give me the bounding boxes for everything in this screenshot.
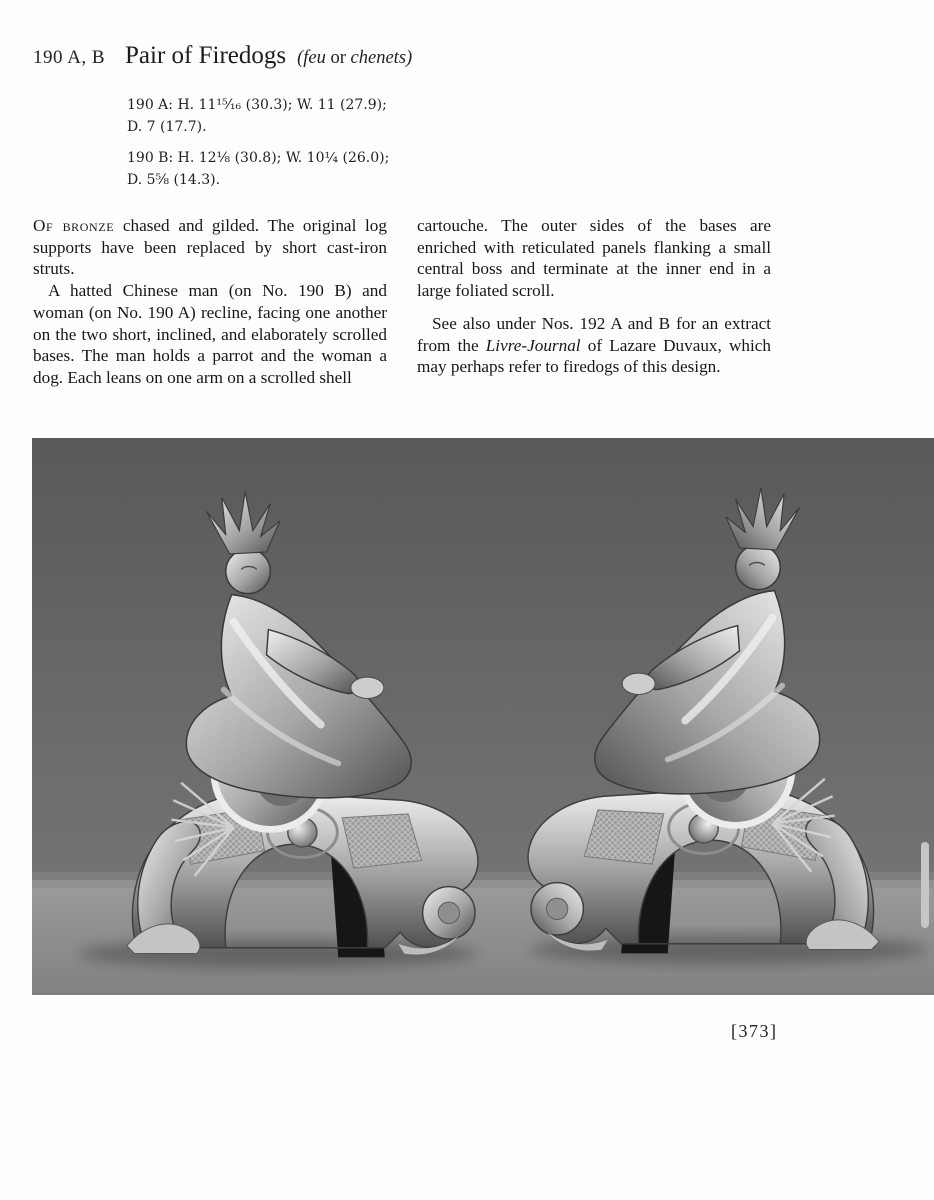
column-right bbox=[417, 215, 771, 389]
measurement-line-a1: 190 A: H. 11¹⁵⁄₁₆ (30.3); W. 11 (27.9); bbox=[127, 97, 387, 113]
paragraph-description-2: A hatted Chinese man (on No. 190 B) and woman (on No. 190 A) recline, facing one another on the two short, inclined, and elaborately scrolled bases. The man holds a parrot and the woman a dog. Each leans on one arm on a scrolled shell bbox=[33, 281, 387, 387]
plate-photo-svg bbox=[32, 438, 934, 995]
title-note-french-2: chenets) bbox=[345, 48, 413, 68]
title-note-french-1: (feu bbox=[297, 48, 331, 68]
lead-smallcaps: Of bronze bbox=[33, 216, 115, 235]
measurements-190a bbox=[127, 94, 389, 138]
entry-header bbox=[33, 42, 412, 70]
see-also-livre-journal: Livre-Journal bbox=[485, 335, 581, 355]
paragraph-description-1 bbox=[33, 215, 387, 280]
paragraph-description-1-text: chased and gilded. The original log supports have been replaced by short cast-iron struts. bbox=[33, 216, 387, 279]
page-title: Pair of Firedogs bbox=[125, 42, 287, 69]
column-left bbox=[33, 215, 387, 389]
see-also-text-after: of Lazare Duvaux, which may perhaps refer to firedogs of this design. bbox=[417, 335, 771, 377]
see-also-text-before: See also under Nos. 192 A and B for an extract from the bbox=[417, 313, 771, 355]
plate-photo bbox=[32, 438, 934, 995]
page-number: [373] bbox=[731, 1021, 778, 1041]
measurement-line-b1: 190 B: H. 12⅛ (30.8); W. 10¼ (26.0); bbox=[127, 150, 390, 166]
paragraph-see-also bbox=[417, 313, 771, 378]
measurements-190b bbox=[127, 147, 389, 191]
body-columns bbox=[33, 215, 771, 389]
measurements-block bbox=[127, 94, 389, 200]
title-note-or: or bbox=[330, 48, 346, 68]
paragraph-description-3: cartouche. The outer sides of the bases are enriched with reticulated panels flanking a small central boss and terminate at the inner end in a large foliated scroll. bbox=[417, 216, 771, 301]
title-note bbox=[297, 48, 412, 69]
catalog-number: 190 A, B bbox=[33, 47, 106, 68]
measurement-line-a2: D. 7 (17.7). bbox=[127, 119, 207, 135]
measurement-line-b2: D. 5⅝ (14.3). bbox=[127, 172, 221, 188]
scrollbar-thumb[interactable] bbox=[921, 842, 929, 928]
